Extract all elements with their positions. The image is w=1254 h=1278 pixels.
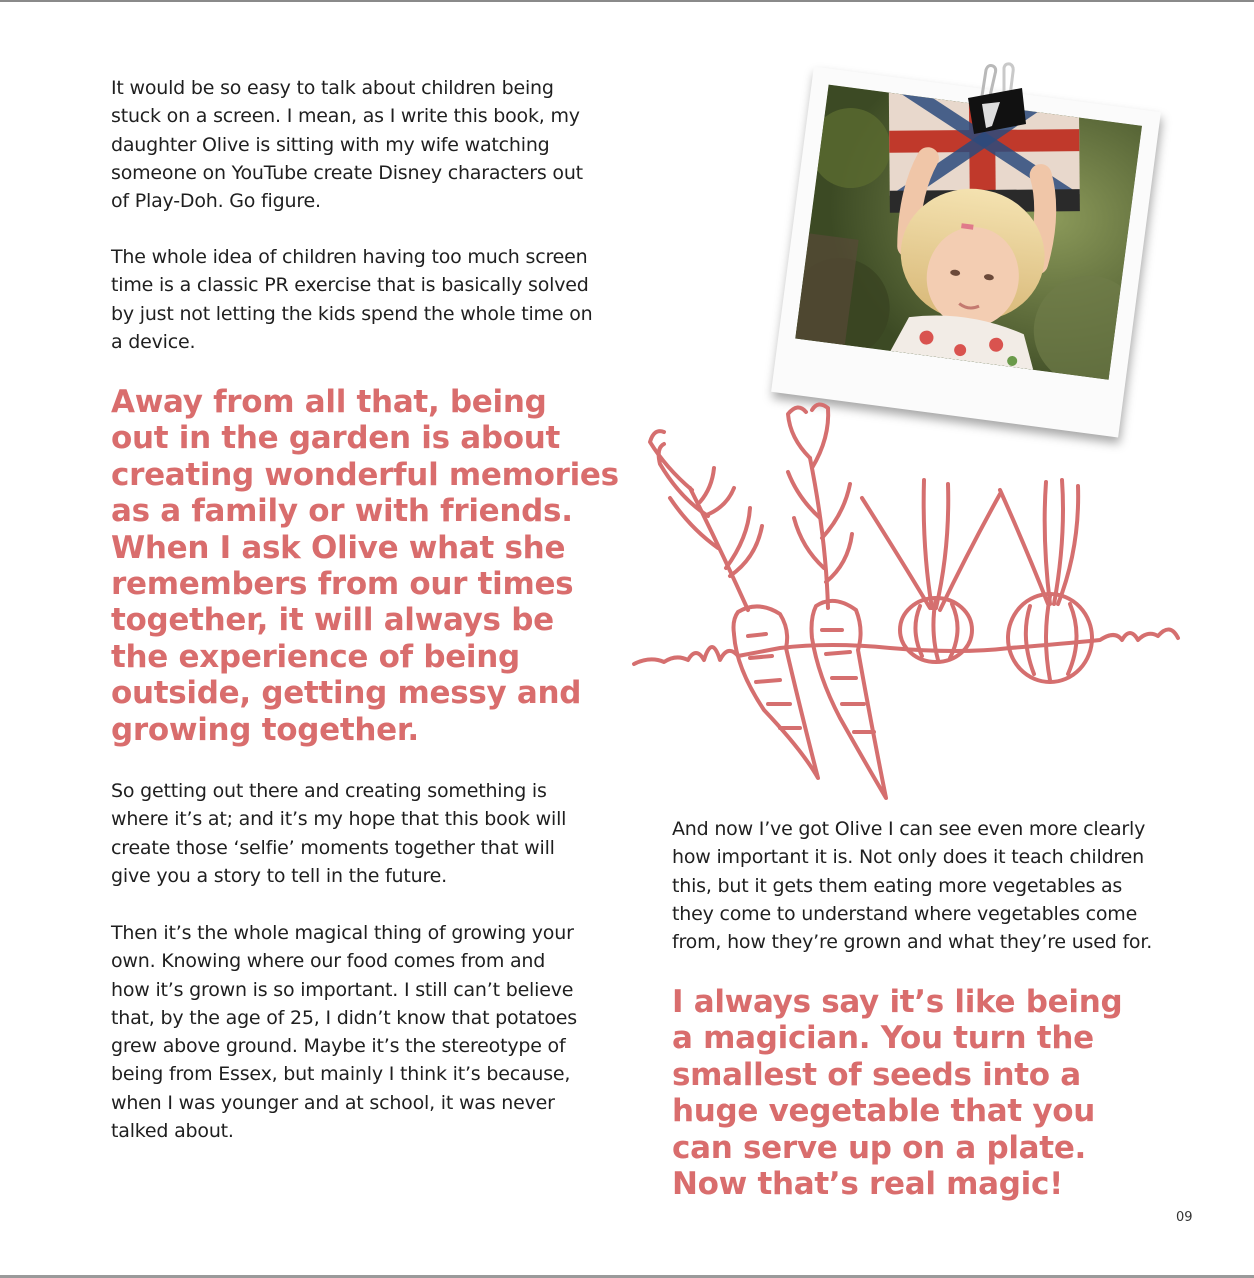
- pull-quote-memories: Away from all that, being out in the garden is about creating wonderful memories as a family or with friends. When I ask Olive what she remembers from our times together, it will always be the experience of being outside, getting messy and growing together.: [111, 384, 619, 748]
- carrots-and-beetroots-illustration: [630, 398, 1190, 808]
- page-number: 09: [1176, 1210, 1193, 1225]
- top-border: [0, 0, 1254, 2]
- paragraph-grow-your-own: Then it’s the whole magical thing of growing your own. Knowing where our food comes from and how it’s grown is so important. I still can’t believe that, by the age of 25, I didn’t know that potatoes grew above ground. Maybe it’s the stereotype of being from Essex, but mainly I think it’s because, when I was younger and at school, it was never talked about.: [111, 922, 577, 1143]
- paragraph-screen-time: It would be so easy to talk about children being stuck on a screen. I mean, as I write this book, my daughter Olive is sitting with my wife watching someone on YouTube create Disney characters out of Play-Doh. Go figure.: [111, 77, 583, 213]
- pull-quote-magic: I always say it’s like being a magician. You turn the smallest of seeds into a huge vegetable that you can serve up on a plate. Now that’s real magic!: [672, 984, 1123, 1203]
- binder-clip-icon: [960, 62, 1030, 142]
- paragraph-selfie-moments: So getting out there and creating something is where it’s at; and it’s my hope that this book will create those ‘selfie’ moments together that will give you a story to tell in the future.: [111, 780, 567, 887]
- paragraph-olive-vegetables: And now I’ve got Olive I can see even more clearly how important it is. Not only does it teach children this, but it gets them eating more vegetables as they come to understand where vegetables come from, how they’re grown and what they’re used for.: [672, 818, 1153, 954]
- paragraph-screen-time-pr: The whole idea of children having too much screen time is a classic PR exercise that is basically solved by just not letting the kids spend the whole time on a device.: [111, 246, 593, 353]
